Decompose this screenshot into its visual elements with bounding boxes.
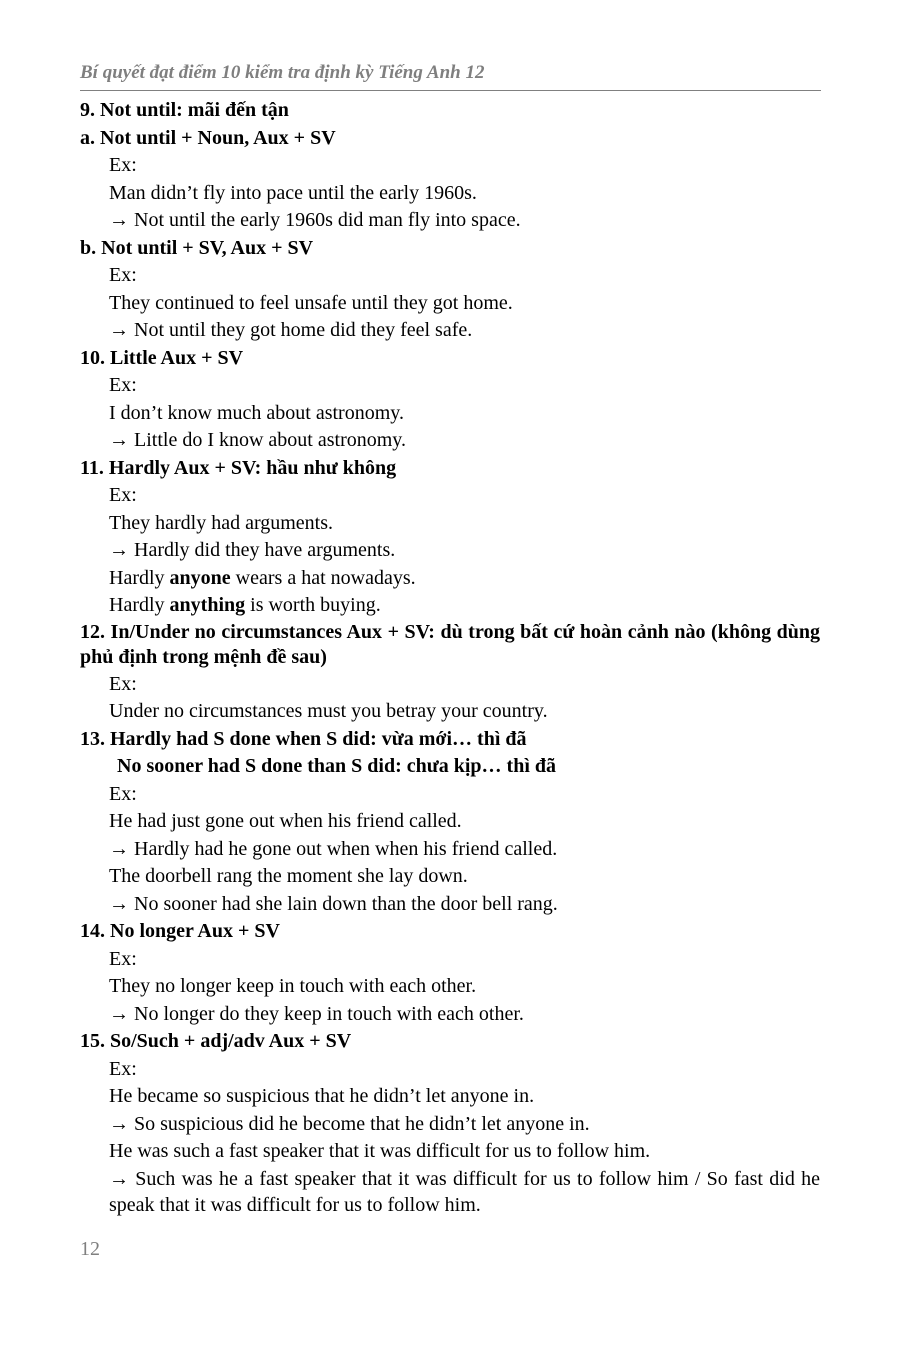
section-15-ex-label: Ex: (109, 1057, 137, 1080)
section-13-example-2: The doorbell rang the moment she lay down. (109, 865, 468, 887)
section-9a-rewrite: → Not until the early 1960s did man fly into space. (109, 209, 521, 231)
page-number: 12 (80, 1238, 100, 1260)
section-9b-rewrite: → Not until they got home did they feel safe. (109, 319, 473, 341)
book-title: Bí quyết đạt điểm 10 kiểm tra định kỳ Tiếng Anh 12 (80, 62, 485, 83)
section-13-ex-label: Ex: (109, 782, 137, 805)
section-14-heading: 14. No longer Aux + SV (80, 920, 280, 942)
section-15-example-2: He was such a fast speaker that it was difficult for us to follow him. (109, 1140, 651, 1162)
section-13-example-1: He had just gone out when his friend called. (109, 810, 462, 832)
section-12-example: Under no circumstances must you betray your country. (109, 700, 548, 722)
emphasis-anything: anything (169, 594, 246, 616)
text-run: Hardly (109, 566, 170, 589)
section-9b-heading: b. Not until + SV, Aux + SV (80, 236, 314, 259)
section-11-example-anything (80, 592, 820, 620)
text-run: is worth buying. (245, 594, 381, 616)
section-11-rewrite: → Hardly did they have arguments. (109, 539, 396, 561)
section-14-rewrite: → No longer do they keep in touch with each other. (109, 1002, 524, 1025)
section-9a-ex-label: Ex: (109, 154, 137, 176)
section-14-example: They no longer keep in touch with each other. (109, 975, 477, 997)
section-11-heading: 11. Hardly Aux + SV: hầu như không (80, 456, 397, 479)
section-11-ex-label: Ex: (109, 484, 137, 506)
emphasis-anyone: anyone (169, 566, 231, 589)
section-13-heading-alt: No sooner had S done than S did: chưa kịp… thì đã (117, 755, 556, 777)
section-10-rewrite: → Little do I know about astronomy. (109, 429, 406, 451)
section-9-heading: 9. Not until: mãi đến tận (80, 99, 289, 121)
section-9b-example: They continued to feel unsafe until they got home. (109, 291, 513, 314)
section-15-rewrite-1: → So suspicious did he become that he didn’t let anyone in. (109, 1112, 590, 1135)
section-15-example-1: He became so suspicious that he didn’t let anyone in. (109, 1085, 535, 1107)
text-run: wears a hat nowadays. (230, 566, 416, 589)
section-10-ex-label: Ex: (109, 374, 137, 396)
section-9b-ex-label: Ex: (109, 264, 137, 286)
section-9a-heading: a. Not until + Noun, Aux + SV (80, 126, 336, 149)
section-9a-example: Man didn’t fly into pace until the early 1960s. (109, 181, 477, 204)
section-10-example: I don’t know much about astronomy. (109, 401, 404, 424)
section-11-example-anyone (80, 565, 820, 593)
section-13-heading: 13. Hardly had S done when S did: vừa mới… thì đã (80, 727, 527, 750)
text-run: Hardly (109, 594, 170, 616)
section-11-example: They hardly had arguments. (109, 511, 334, 534)
section-15-heading: 15. So/Such + adj/adv Aux + SV (80, 1030, 352, 1052)
section-13-rewrite-2: → No sooner had she lain down than the door bell rang. (109, 892, 558, 915)
section-14-ex-label: Ex: (109, 947, 137, 970)
section-12-heading: 12. In/Under no circumstances Aux + SV: dù trong bất cứ hoàn cảnh nào (không dùng phủ định trong mệnh đề sau) (80, 620, 820, 668)
section-13-rewrite-1: → Hardly had he gone out when when his friend called. (109, 837, 558, 860)
page-content (80, 97, 820, 1218)
section-10-heading: 10. Little Aux + SV (80, 346, 244, 369)
section-12-ex-label: Ex: (109, 672, 137, 695)
section-15-rewrite-2: → Such was he a fast speaker that it was difficult for us to follow him / So fast did he speak that it was difficult for us to follow him. (109, 1167, 820, 1216)
page-header (80, 60, 821, 91)
